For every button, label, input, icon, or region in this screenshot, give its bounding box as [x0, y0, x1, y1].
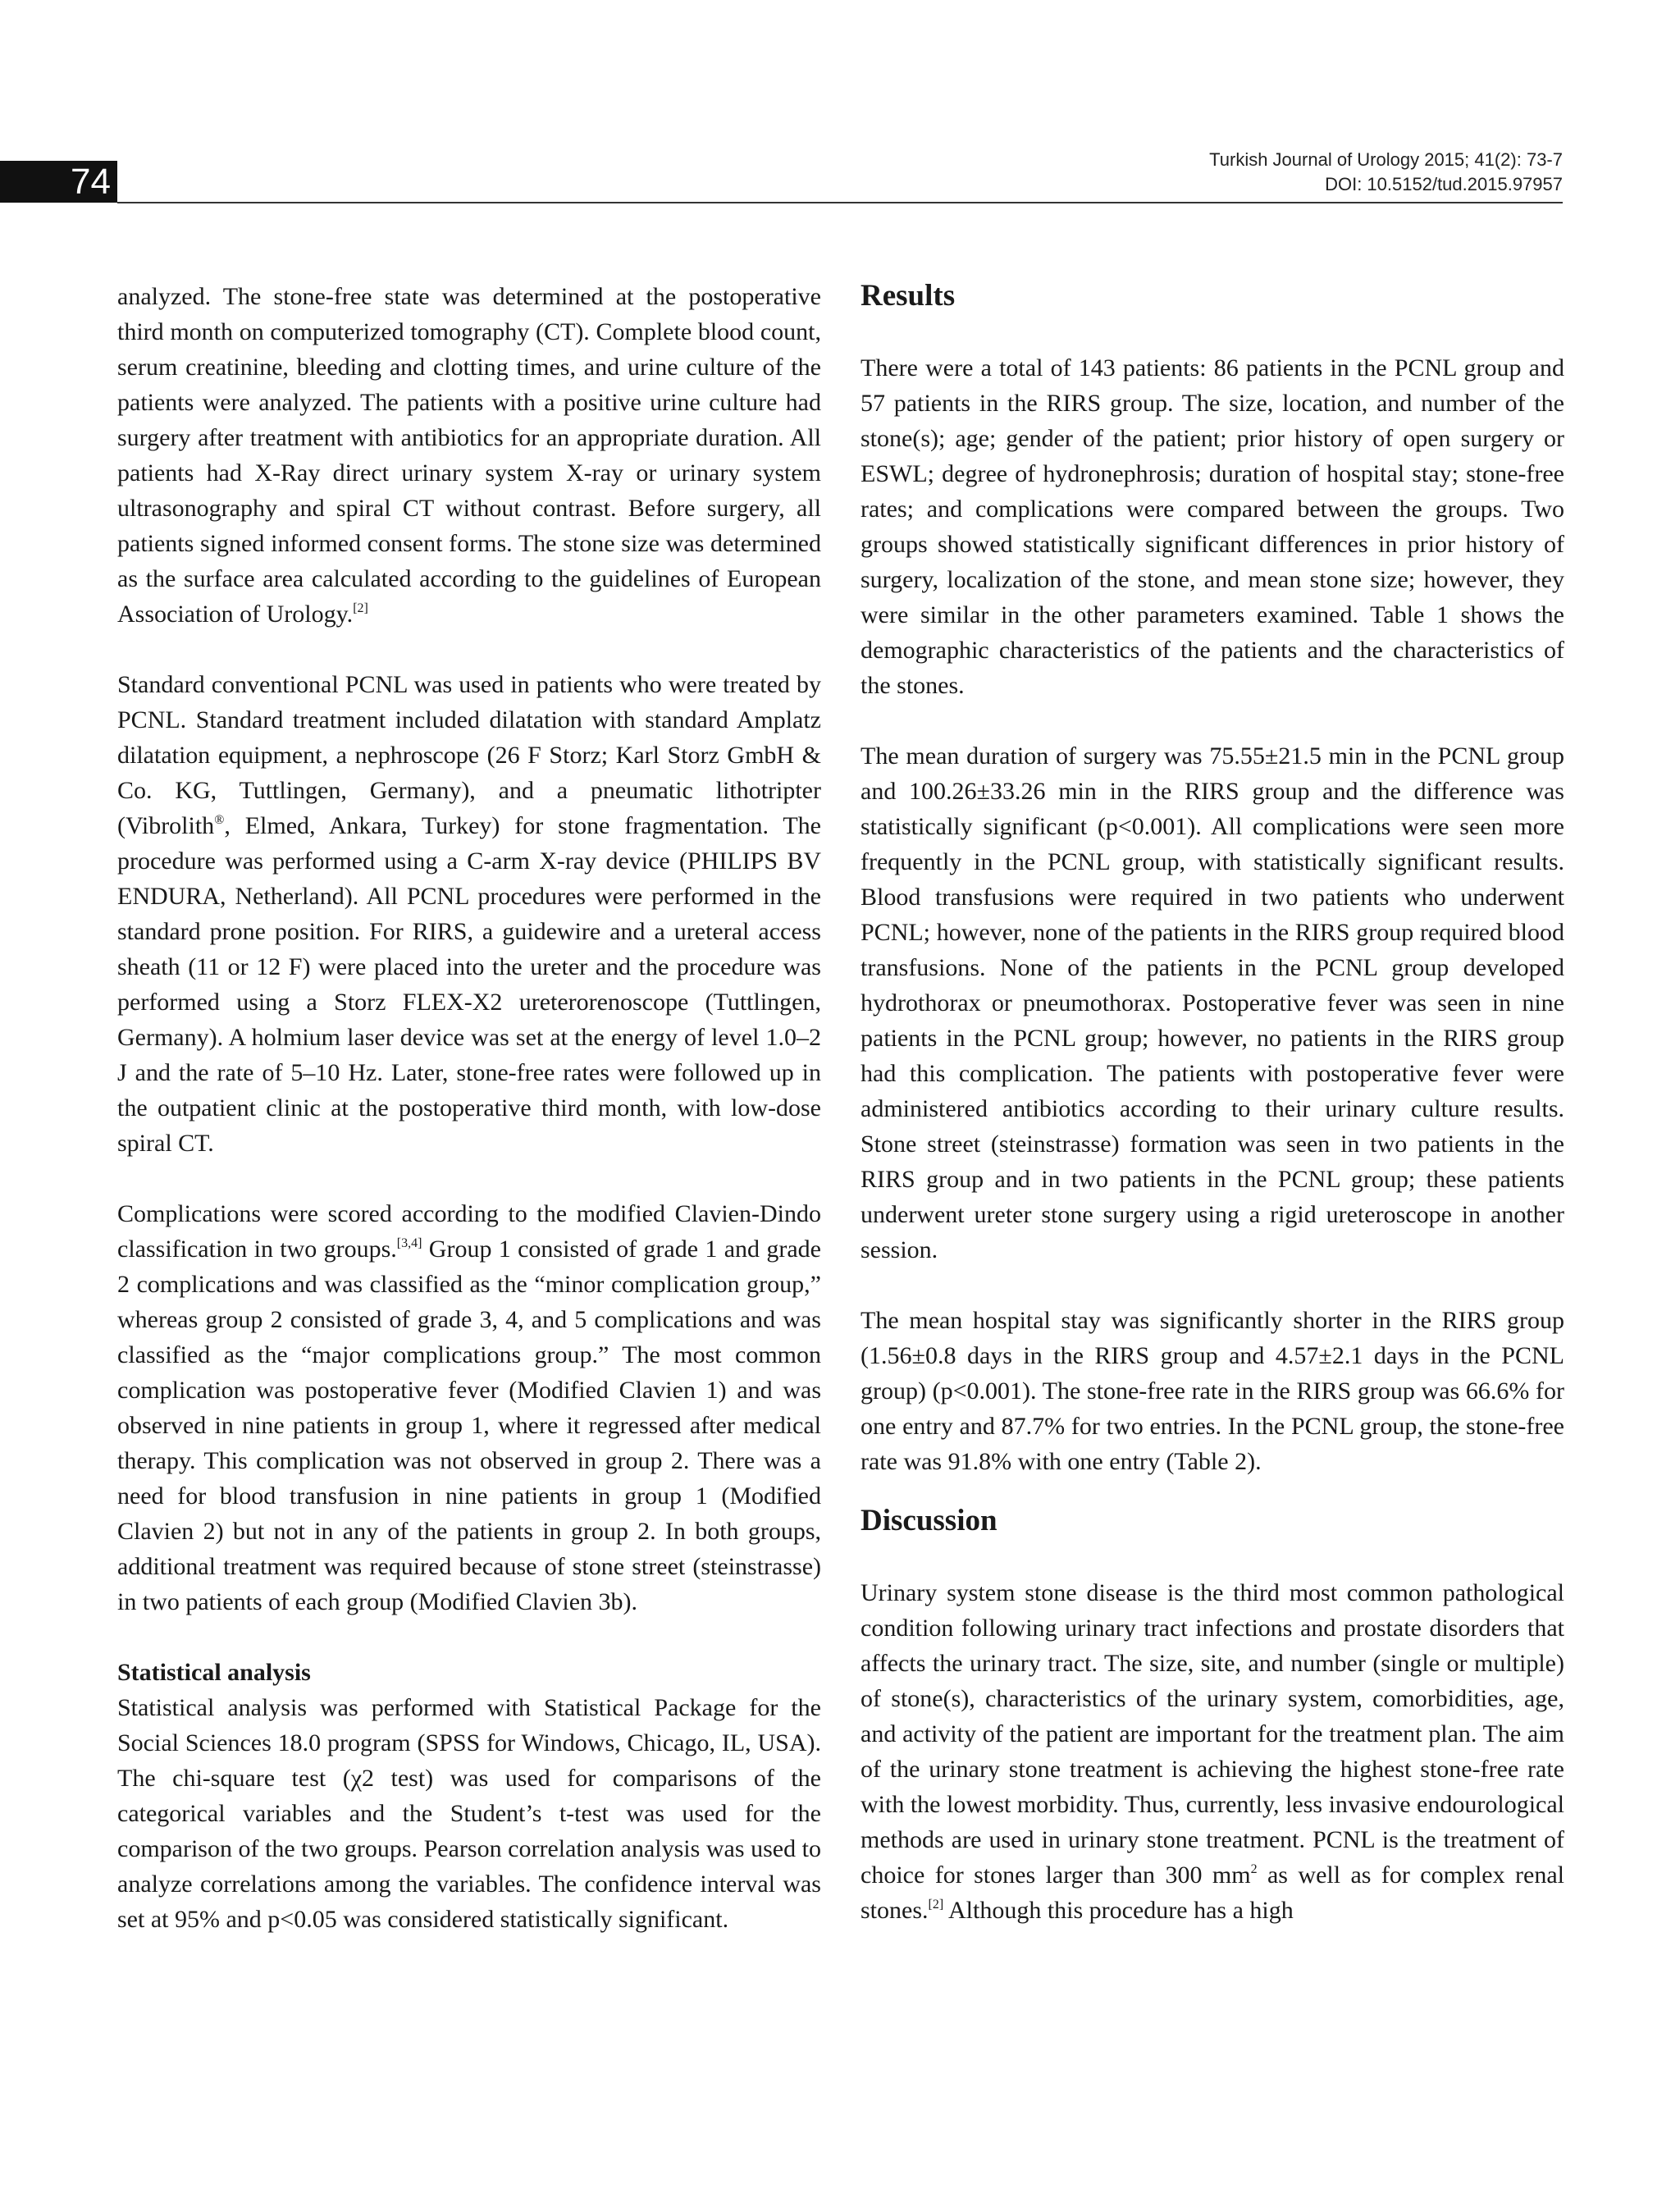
- discussion-heading: Discussion: [861, 1504, 998, 1537]
- journal-citation: Turkish Journal of Urology 2015; 41(2): 73-7: [1209, 149, 1563, 170]
- doi: DOI: 10.5152/tud.2015.97957: [1325, 174, 1563, 194]
- superscript: 2: [1250, 1862, 1258, 1876]
- results-paragraph-1: There were a total of 143 patients: 86 patients in the PCNL group and 57 patients in the RIRS group. The size, location, and number of the stone(s); age; gender of the patient; prior history of open surgery or ESWL; degree of hydronephrosis; duration of hospital stay; stone-free rates; and complications were compared between the groups. Two groups showed statistically significant differences in prior history of surgery, localization of the stone, and mean stone size; however, they were similar in the other parameters examined. Table 1 shows the demographic characteristics of the patients and the characteristics of the stones.: [861, 354, 1564, 699]
- right-column: [861, 275, 1564, 1928]
- statistical-analysis-paragraph: Statistical analysis was performed with Statistical Package for the Social Sciences 18.0 program (SPSS for Windows, Chicago, IL, USA). The chi-square test (χ2 test) was used for comparisons of the categorical variables and the Student’s t-test was used for the comparison of the two groups. Pearson correlation analysis was used to analyze correlations among the variables. The confidence interval was set at 95% and p<0.05 was considered statistically significant.: [117, 1694, 821, 1933]
- results-paragraph-3: The mean hospital stay was significantly shorter in the RIRS group (1.56±0.8 days in the RIRS group and 4.57±2.1 days in the PCNL group) (p<0.001). The stone-free rate in the RIRS group was 66.6% for one entry and 87.7% for two entries. In the PCNL group, the stone-free rate was 91.8% with one entry (Table 2).: [861, 1307, 1564, 1475]
- discussion-paragraph-1: Urinary system stone disease is the third most common pathological condition following urinary tract infections and prostate disorders that affects the urinary tract. The size, site, and number (single or multiple) of stone(s), characteristics of the urinary system, comorbidities, age, and activity of the patient are important for the treatment plan. The aim of the urinary stone treatment is achieving the highest stone-free rate with the lowest morbidity. Thus, currently, less invasive endourological methods are used in urinary stone treatment. PCNL is the treatment of choice for stones larger than 300 $mm^2$ as well as for complex renal stones.[2] Although this procedure has a high: [861, 1579, 1564, 1924]
- results-heading: Results: [861, 279, 956, 313]
- journal-header: [1209, 148, 1563, 197]
- citation: [2]: [928, 1898, 944, 1912]
- methods-paragraph-2: Standard conventional PCNL was used in patients who were treated by PCNL. Standard treatment included dilatation with standard Amplatz dilatation equipment, a nephroscope (26 F Storz; Karl Storz GmbH & Co. KG, Tuttlingen, Germany), and a pneumatic lithotripter (Vibrolith®, Elmed, Ankara, Turkey) for stone fragmentation. The procedure was performed using a C-arm X-ray device (PHILIPS BV ENDURA, Netherland). All PCNL procedures were performed in the standard prone position. For RIRS, a guidewire and a ureteral access sheath (11 or 12 F) were placed into the ureter and the procedure was performed using a Storz FLEX-X2 ureterorenoscope (Tuttlingen, Germany). A holmium laser device was set at the energy of level 1.0–2 J and the rate of 5–10 Hz. Later, stone-free rates were followed up in the outpatient clinic at the postoperative third month, with low-dose spiral CT.: [117, 671, 821, 1157]
- left-column: [117, 275, 821, 1937]
- statistical-analysis-heading: Statistical analysis: [117, 1659, 311, 1686]
- citation: [2]: [353, 601, 368, 615]
- page-number: 74: [0, 161, 117, 203]
- results-paragraph-2: The mean duration of surgery was 75.55±21.5 min in the PCNL group and 100.26±33.26 min in the RIRS group and the difference was statistically significant (p<0.001). All complications were seen more frequently in the PCNL group, with statistically significant results. Blood transfusions were required in two patients who underwent PCNL; however, none of the patients in the RIRS group required blood transfusions. None of the patients in the PCNL group developed hydrothorax or pneumothorax. Postoperative fever was seen in nine patients in the PCNL group; however, no patients in the RIRS group had this complication. The patients with postoperative fever were administered antibiotics according to their urinary culture results. Stone street (steinstrasse) formation was seen in two patients in the RIRS group and in two patients in the PCNL group; these patients underwent ureter stone surgery using a rigid ureteroscope in another session.: [861, 742, 1564, 1263]
- methods-paragraph-1: analyzed. The stone-free state was determined at the postoperative third month on computerized tomography (CT). Complete blood count, serum creatinine, bleeding and clotting times, and urine culture of the patients were analyzed. The patients with a positive urine culture had surgery after treatment with antibiotics for an appropriate duration. All patients had X-Ray direct urinary system X-ray or urinary system ultrasonography and spiral CT without contrast. Before surgery, all patients signed informed consent forms. The stone size was determined as the surface area calculated according to the guidelines of European Association of Urology.[2]: [117, 283, 821, 628]
- methods-paragraph-3: Complications were scored according to the modified Clavien-Dindo classification in two groups.[3,4] Group 1 consisted of grade 1 and grade 2 complications and was classified as the “minor complication group,” whereas group 2 consisted of grade 3, 4, and 5 complications and was classified as the “major complications group.” The most common complication was postoperative fever (Modified Clavien 1) and was observed in nine patients in group 1, where it regressed after medical therapy. This complication was not observed in group 2. There was a need for blood transfusion in nine patients in group 1 (Modified Clavien 2) but not in any of the patients in group 2. In both groups, additional treatment was required because of stone street (steinstrasse) in two patients of each group (Modified Clavien 3b).: [117, 1200, 821, 1615]
- citation: [3,4]: [396, 1236, 422, 1250]
- header-divider: [117, 202, 1563, 203]
- registered-mark: ®: [214, 813, 225, 827]
